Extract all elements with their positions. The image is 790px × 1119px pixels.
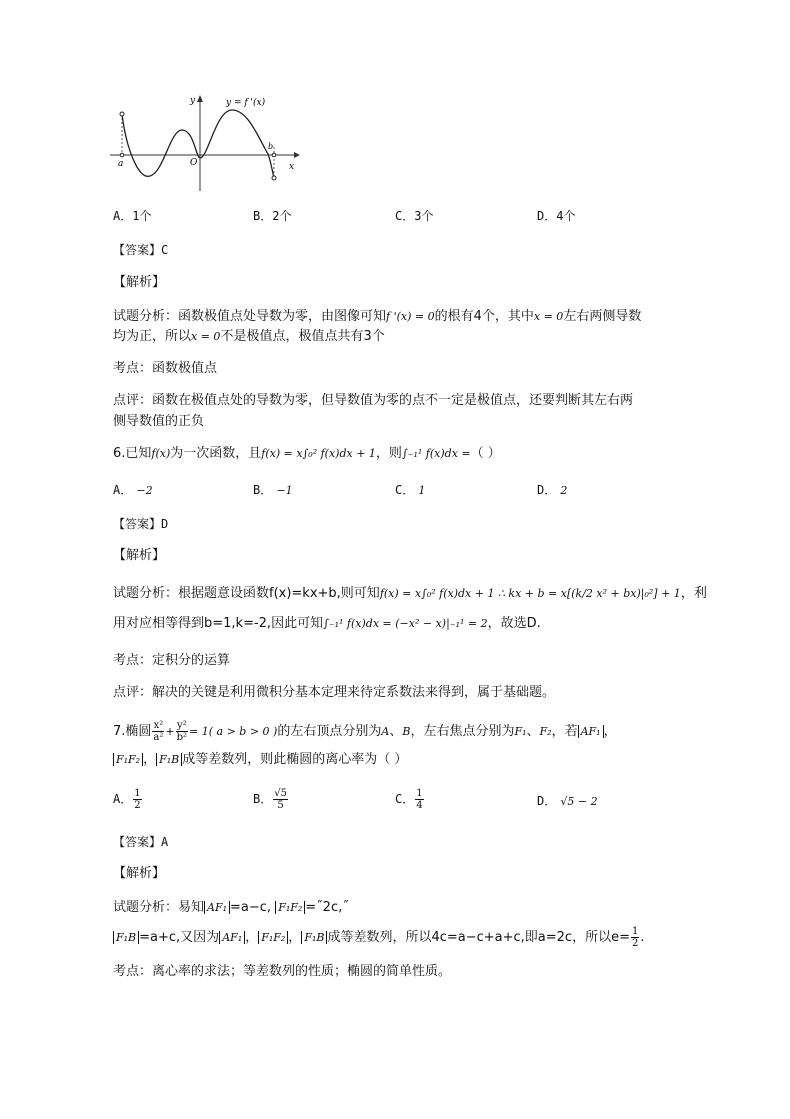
- q6-option-b: B． −1: [253, 483, 293, 497]
- q5-dianping-line1: 点评：函数在极值点处的导数为零，但导数值为零的点不一定是极值点，还要判断其左右两: [113, 393, 634, 408]
- q6-analysis-line1: 试题分析：根据题意设函数f(x)=kx+b,则可知f(x) = x∫₀² f(x)dx + 1 ∴ kx + b = x[(k/2 x² + bx)|₀²] + 1，利: [113, 586, 707, 601]
- q5-kaodian: 考点：函数极值点: [113, 361, 218, 376]
- math-inline: x = 0: [533, 310, 564, 323]
- point-b: [272, 153, 276, 157]
- math-inline: x = 0: [191, 330, 221, 343]
- endpoint-b-open: [272, 176, 276, 180]
- q6-option-c: C． 1: [395, 483, 426, 497]
- point-a: [120, 153, 124, 157]
- fraction: $\frac{\text{x²}}{\text{a²}}$: [153, 720, 164, 743]
- y-axis-arrow: [197, 95, 203, 102]
- point-b-label: b: [268, 142, 274, 151]
- q7-option-d: D． √5 − 2: [537, 794, 598, 808]
- q7-stem-line2: F₁F₂ ， F₁B 成等差数列，则此椭圆的离心率为（ ）: [113, 750, 407, 770]
- q5-option-b: B．2个: [253, 209, 292, 223]
- q7-analysis-line1: 试题分析：易知 AF₁ =a−c, F₁F₂ =˝2c,˝: [113, 900, 349, 915]
- origin-label: O: [190, 158, 198, 168]
- q7-option-a: A． $\frac{1}{2}$: [113, 788, 141, 811]
- q7-option-b: B． $\frac{√5}{5}$: [253, 788, 287, 811]
- q6-kaodian: 考点：定积分的运算: [113, 653, 231, 668]
- q6-option-a: A． −2: [113, 483, 153, 497]
- q5-analysis-line1: 试题分析：函数极值点处导数为零，由图像可知f '(x) = 0的根有4个，其中x = 0左右两侧导数: [113, 309, 642, 324]
- q5-option-c: C．3个: [395, 209, 434, 223]
- q5-analysis-heading: 【解析】: [113, 275, 166, 290]
- q5-dianping-line2: 侧导数值的正负: [113, 414, 205, 429]
- q5-option-d: D．4个: [537, 209, 576, 223]
- y-axis-label: y: [190, 96, 196, 106]
- q5-option-a: A．1个: [113, 209, 152, 223]
- x-axis-arrow: [294, 152, 300, 158]
- q7-answer: 【答案】A: [113, 835, 169, 849]
- q7-analysis-heading: 【解析】: [113, 866, 166, 881]
- math-inline: f '(x) = 0: [386, 310, 435, 323]
- q7-stem-line1: 7.椭圆 $\frac{\text{x²}}{\text{a²}}$ + $\frac{\text{y²}}{\text{b²}}$ = 1( a > b > 0 )的左右顶点分别为A、B，左右焦点分别为F₁、F₂，若 AF₁ ，: [113, 720, 617, 743]
- q6-answer: 【答案】D: [113, 517, 169, 531]
- endpoint-a-open: [120, 112, 124, 116]
- q5-answer: 【答案】C: [113, 243, 169, 257]
- fraction: $\frac{\text{y²}}{\text{b²}}$: [176, 720, 188, 743]
- x-axis-label: x: [289, 162, 295, 172]
- q6-stem: 6.已知f(x)为一次函数，且f(x) = x∫₀² f(x)dx + 1，则∫₋₁¹ f(x)dx =（ ）: [113, 446, 501, 461]
- q6-analysis-line2: 用对应相等得到b=1,k=-2,因此可知∫₋₁¹ f(x)dx = (−x² − x)|₋₁¹ = 2，故选D.: [113, 616, 541, 631]
- derivative-graph: [108, 92, 303, 192]
- q5-analysis-line2: 均为正，所以x = 0不是极值点，极值点共有3个: [113, 329, 385, 344]
- q7-kaodian: 考点：离心率的求法；等差数列的性质；椭圆的简单性质。: [113, 964, 452, 979]
- q7-option-c: C． $\frac{1}{4}$: [395, 788, 423, 811]
- derivative-curve: [122, 110, 274, 178]
- curve-label: y = f '(x): [226, 98, 266, 108]
- q6-analysis-heading: 【解析】: [113, 548, 166, 563]
- q6-option-d: D． 2: [537, 483, 568, 497]
- q7-analysis-line2: F₁B =a+c,又因为 AF₁ ， F₁F₂ ， F₁B 成等差数列，所以4c=a−c+a+c,即a=2c，所以e= $\frac{1}{2}$ .: [113, 926, 645, 950]
- point-a-label: a: [118, 159, 124, 169]
- q6-dianping: 点评：解决的关键是利用微积分基本定理来待定系数法来得到，属于基础题。: [113, 685, 556, 700]
